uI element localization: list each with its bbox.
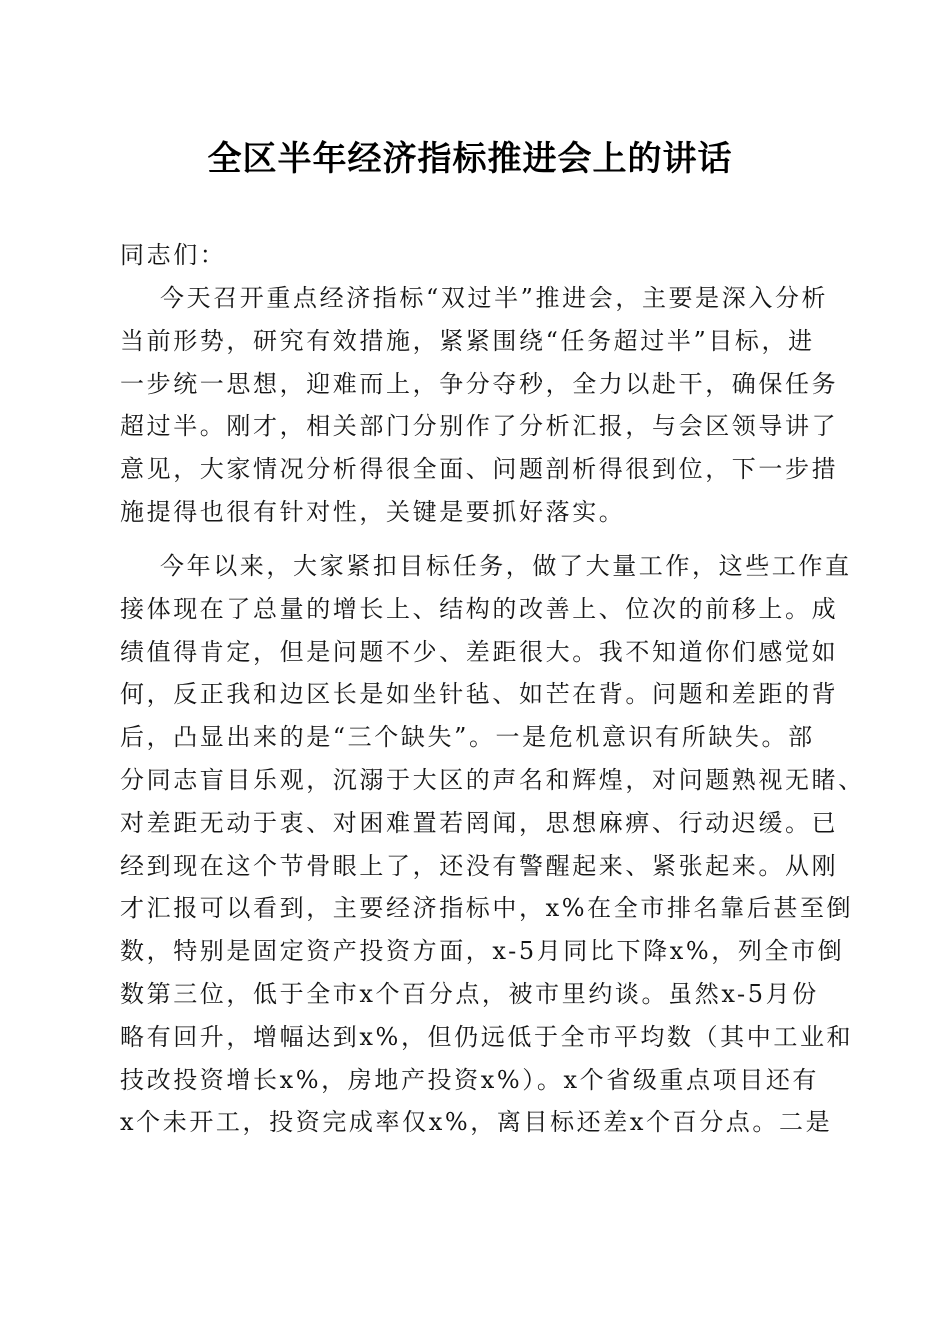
paragraph-line: 当前形势，研究有效措施，紧紧围绕“任务超过半”目标，进: [120, 326, 815, 355]
paragraph-line: 技改投资增长x%，房地产投资x%）。x个省级重点项目还有: [120, 1065, 820, 1094]
paragraph-line: 数第三位，低于全市x个百分点，被市里约谈。虽然x-5月份: [120, 979, 819, 1008]
paragraph-2: [120, 545, 865, 1144]
paragraph-line: x个未开工，投资完成率仅x%，离目标还差x个百分点。二是: [120, 1108, 833, 1137]
paragraph-line: 何，反正我和边区长是如坐针毡、如芒在背。问题和差距的背: [120, 680, 839, 709]
paragraph-line: 分同志盲目乐观，沉溺于大区的声名和辉煌，对问题熟视无睹、: [120, 765, 865, 794]
paragraph-line: 超过半。刚才，相关部门分别作了分析汇报，与会区领导讲了: [120, 412, 839, 441]
paragraph-line: 对差距无动于衷、对困难置若罔闻，思想麻痹、行动迟缓。已: [120, 808, 839, 837]
paragraph-line: 一步统一思想，迎难而上，争分夺秒，全力以赴干，确保任务: [120, 369, 839, 398]
paragraph-1: [120, 277, 840, 534]
paragraph-line: 数，特别是固定资产投资方面，x-5月同比下降x%，列全市倒: [120, 937, 845, 966]
paragraph-line: 经到现在这个节骨眼上了，还没有警醒起来、紧张起来。从刚: [120, 851, 839, 880]
paragraph-line: 意见，大家情况分析得很全面、问题剖析得很到位，下一步措: [120, 455, 839, 484]
paragraph-line: 今天召开重点经济指标“双过半”推进会，主要是深入分析: [160, 284, 829, 312]
document-title: 全区半年经济指标推进会上的讲话: [207, 139, 733, 179]
paragraph-line: 才汇报可以看到，主要经济指标中，x%在全市排名靠后甚至倒: [120, 894, 854, 923]
paragraph-line: 后，凸显出来的是“三个缺失”。一是危机意识有所缺失。部: [120, 723, 815, 752]
paragraph-line: 绩值得肯定，但是问题不少、差距很大。我不知道你们感觉如: [120, 637, 839, 666]
paragraph-line: 施提得也很有针对性，关键是要抓好落实。: [120, 497, 626, 526]
paragraph-line: 今年以来，大家紧扣目标任务，做了大量工作，这些工作直: [160, 552, 852, 580]
paragraph-line: 接体现在了总量的增长上、结构的改善上、位次的前移上。成: [120, 594, 839, 623]
paragraph-line: 略有回升，增幅达到x%，但仍远低于全市平均数（其中工业和: [120, 1022, 854, 1051]
salutation: 同志们：: [120, 241, 227, 269]
